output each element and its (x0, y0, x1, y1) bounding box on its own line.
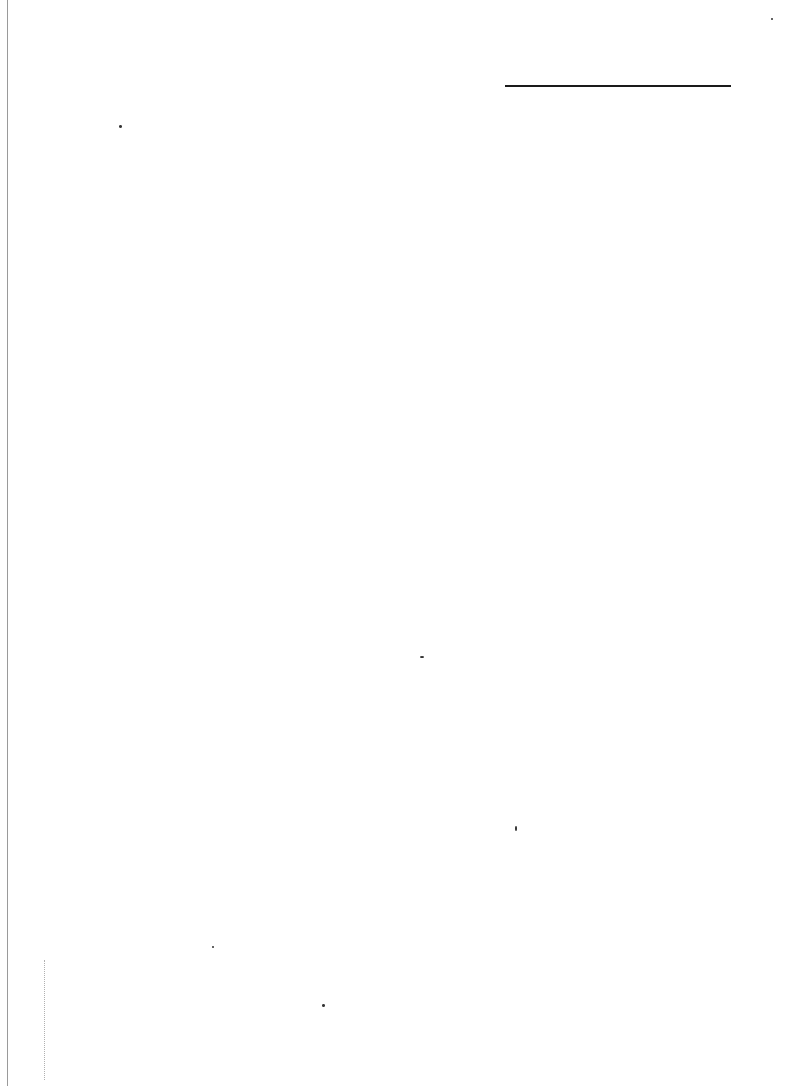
page-edge-dots (44, 960, 46, 1080)
scan-speck (515, 826, 517, 831)
header-underline (505, 85, 731, 87)
page-left-edge (7, 0, 8, 1086)
scan-speck (771, 18, 773, 20)
scan-speck (322, 1004, 325, 1007)
scan-speck (212, 946, 214, 948)
scan-speck (119, 125, 122, 128)
document-header (506, 60, 526, 80)
scan-speck (420, 656, 424, 658)
